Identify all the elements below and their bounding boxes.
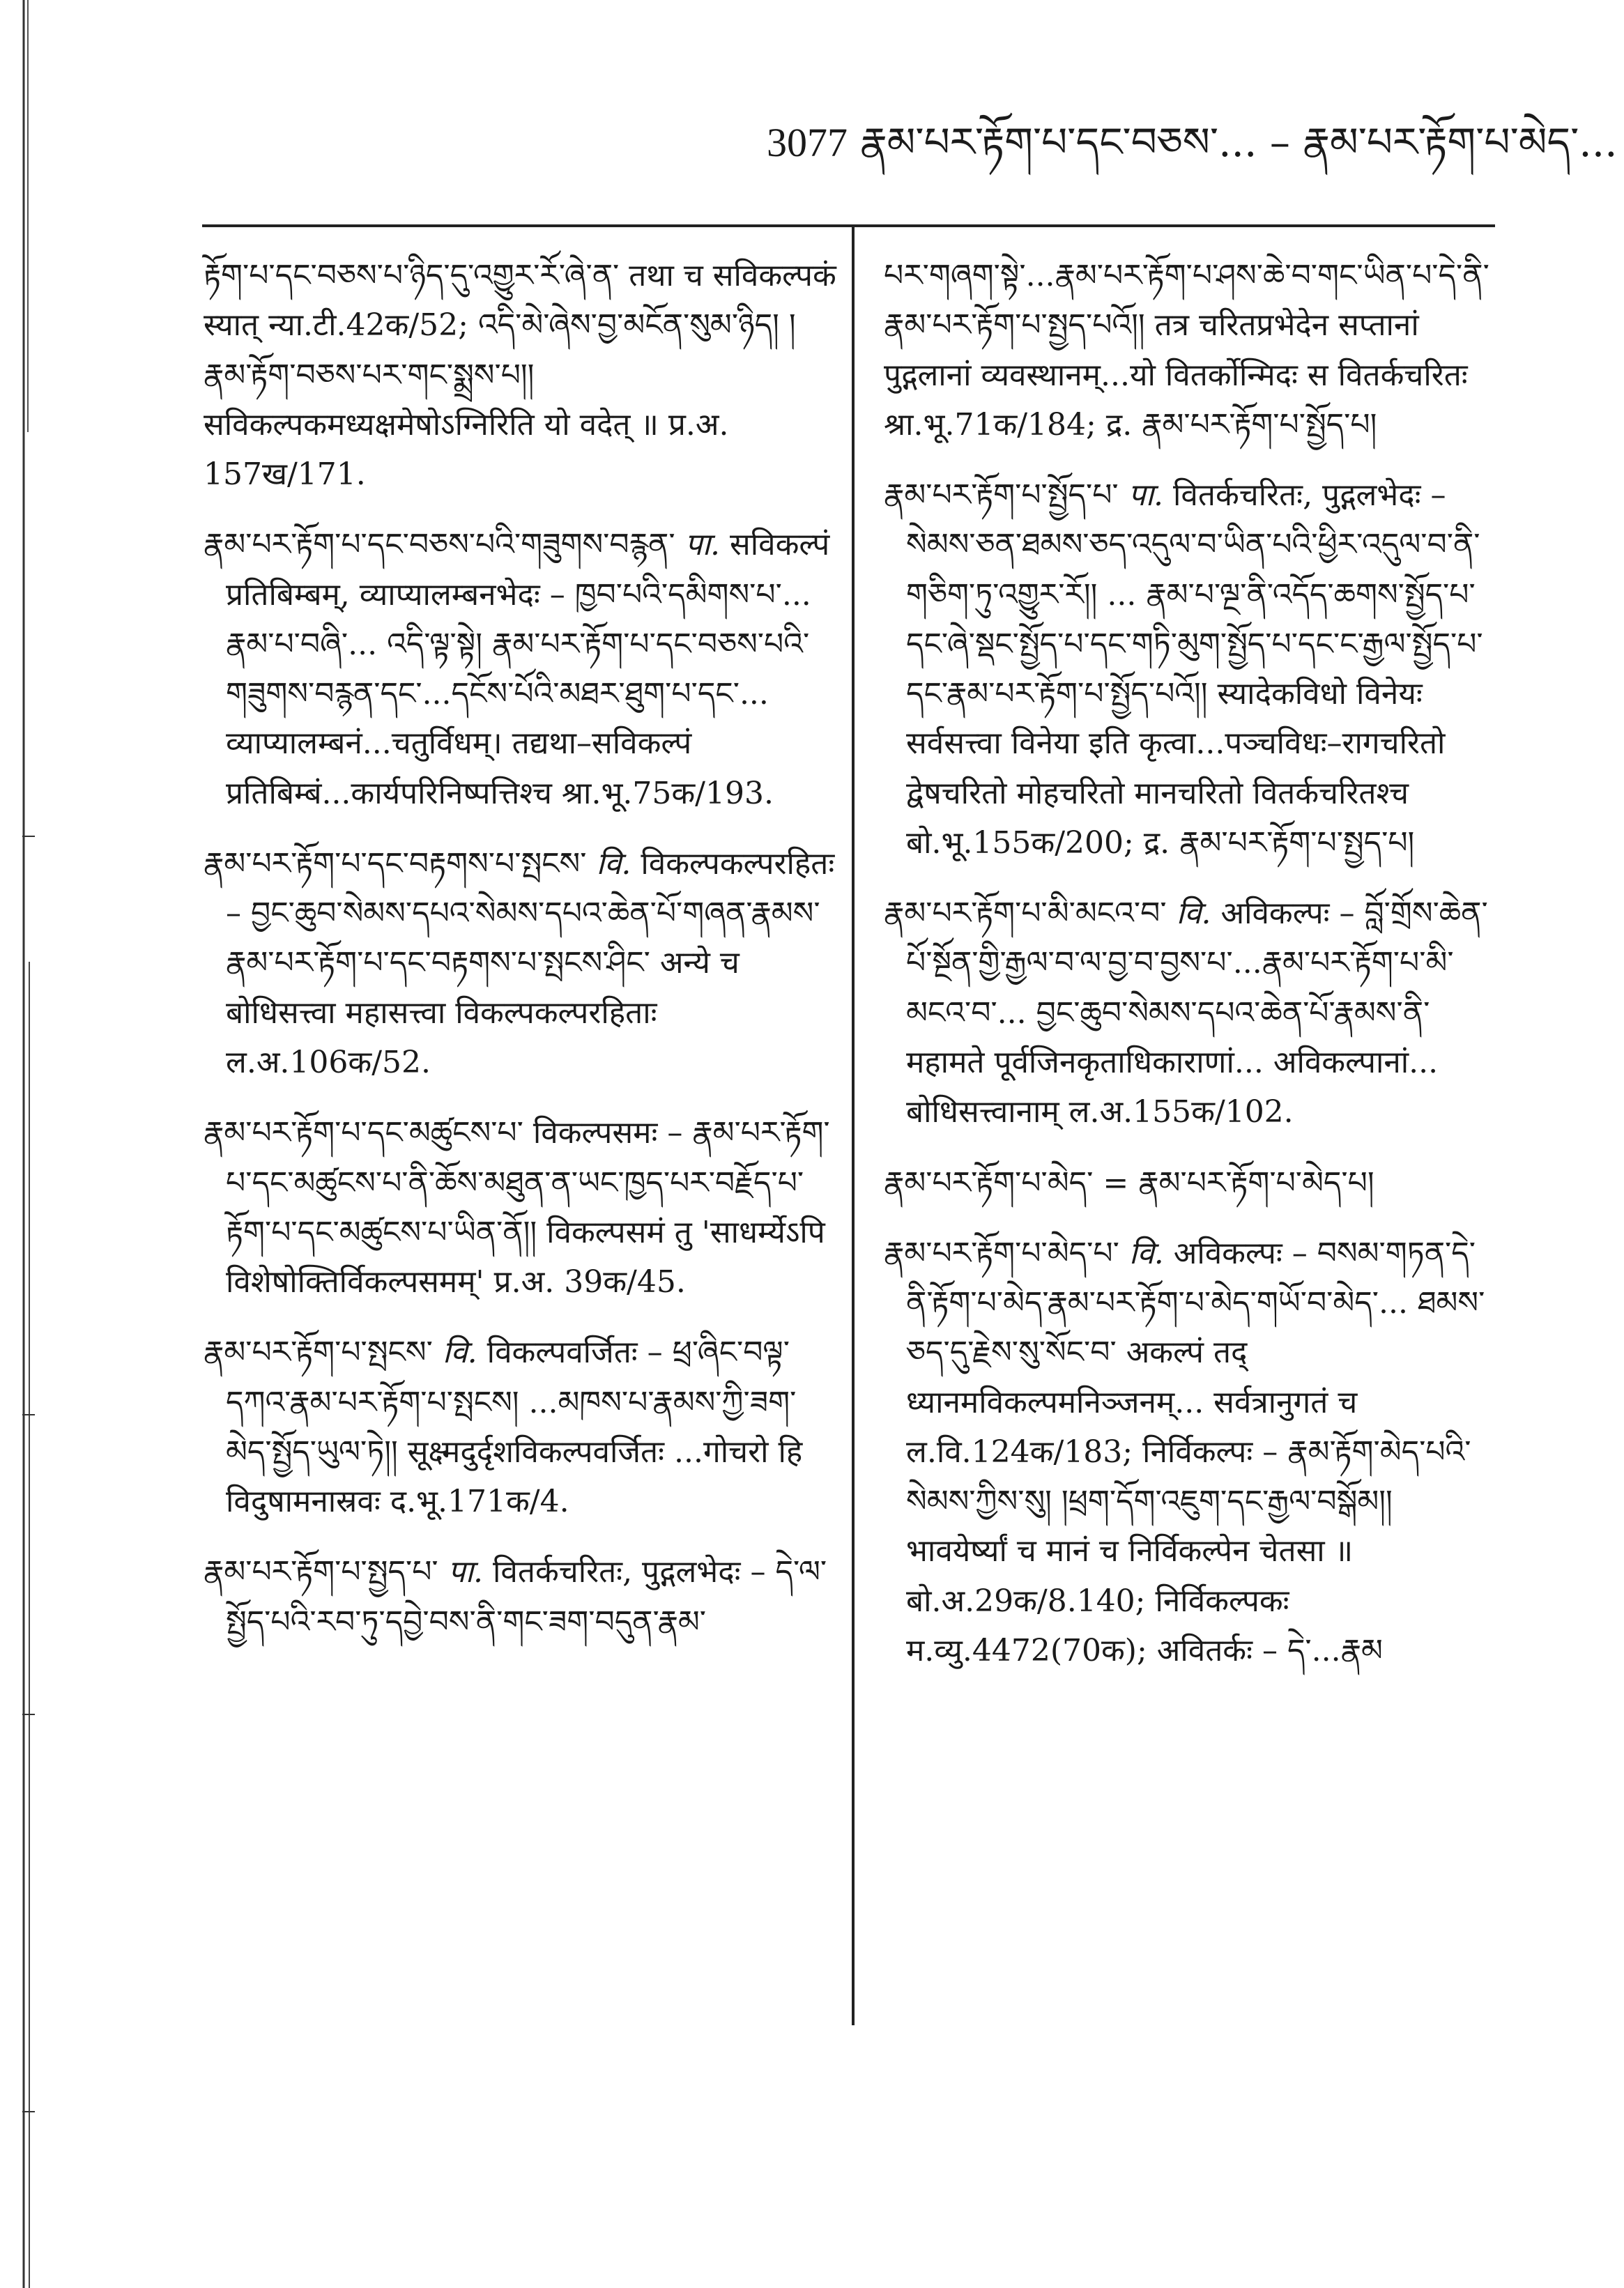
right-column [884,251,1497,1696]
column-divider [852,227,855,2025]
running-header [767,118,1618,167]
entry-headword: རྣམ་པར་རྟོག་པ་དང་བརྟགས་པ་སྤངས་ [204,845,587,882]
entry-headword: རྣམ་པར་རྟོག་པ་སྤྱད་པ་ [204,1554,438,1590]
dictionary-entry [204,1328,838,1526]
entry-text: वितर्कचरितः, पुद्गलभेदः – དེ་ལ་སྤྱོད་པའི་རབ་ཏུ་དབྱེ་བས་ནི་གང་ཟག་བདུན་རྣམ་ [226,1554,827,1640]
entry-pos: वि. [1176,896,1211,932]
entry-text: अविकल्पः – བློ་གྲོས་ཆེན་པོ་སྔོན་གྱི་རྒྱལ་བ་ལ་བྱ་བ་བྱས་པ་...རྣམ་པར་རྟོག་པ་མི་མངའ་བ་... བྱང་ཆུབ་སེམས་དཔའ་ཆེན་པོ་རྣམས་ནི་ महामते पूर्वजिनकृताधिकाराणां... अविकल्पानां... बोधिसत्त्वानाम् ल.अ.155क/102. [906,896,1488,1130]
entry-pos: वि. [1128,1235,1164,1271]
dictionary-entry [204,839,838,1087]
entry-headword: རྣམ་པར་རྟོག་པ་སྤངས་ [204,1335,433,1371]
dictionary-entry [884,251,1497,450]
entry-text: विकल्पवर्जितः – ཕྲ་ཞིང་བལྟ་དཀའ་རྣམ་པར་རྟོག་པ་སྤངས། ...མཁས་པ་རྣམས་ཀྱི་ཟག་མེད་སྤྱོད་ཡུལ་ཏེ།། सूक्ष्मदुर्दृशविकल्पवर्जितः ...गोचरो हि विदुषामनास्रवः द.भू.171क/4. [226,1335,803,1520]
entry-pos: पा. [1128,477,1164,514]
entry-text: वितर्कचरितः, पुद्गलभेदः – སེམས་ཅན་ཐམས་ཅད་འདུལ་བ་ཡིན་པའི་ཕྱིར་འདུལ་བ་ནི་གཅིག་ཏུ་འགྱུར་རོ།། ... རྣམ་པ་ལྔ་ནི་འདོད་ཆགས་སྤྱོད་པ་དང་ཞེ་སྡང་སྤྱོད་པ་དང་གཏི་མུག་སྤྱོད་པ་དང་ང་རྒྱལ་སྤྱོད་པ་དང་རྣམ་པར་རྟོག་པ་སྤྱོད་པའོ།། स्यादेकविधो विनेयः सर्वसत्त्वा विनेया इति कृत्वा...पञ्चविधः–रागचरितो द्वेषचरितो मोहचरितो मानचरितो वितर्कचरितश्च बो.भू.155क/200; द्र. རྣམ་པར་རྟོག་པ་སྤྱད་པ། [906,477,1483,861]
left-column [204,251,838,1668]
header-rule [202,224,1495,227]
entry-headword: རྣམ་པར་རྟོག་པ་སྤྱོད་པ་ [884,477,1119,514]
entry-headword: རྣམ་པར་རྟོག་པ་མི་མངའ་བ་ [884,896,1167,932]
running-head-title: རྣམ་པར་རྟོག་པ་དང་བཅས་... – རྣམ་པར་རྟོག་པ་མེད་... [860,118,1618,166]
entry-text: པར་གཞག་སྟེ་...རྣམ་པར་རྟོག་པ་ཤས་ཆེ་བ་གང་ཡིན་པ་དེ་ནི་རྣམ་པར་རྟོག་པ་སྤྱད་པའོ།། तत्र चरितप्रभेदेन सप्तानां पुद्गलानां व्यवस्थानम्...यो वितर्कोन्मिदः स वितर्कचरितः श्रा.भू.71क/184; द्र. རྣམ་པར་རྟོག་པ་སྤྱོད་པ། [884,258,1489,443]
dictionary-entry [884,1229,1497,1675]
dictionary-entry [204,1108,838,1307]
entry-text: अविकल्पः – བསམ་གཏན་དེ་ནི་རྟོག་པ་མེད་རྣམ་པར་རྟོག་པ་མེད་གཡོ་བ་མེད་... ཐམས་ཅད་དུ་རྗེས་སུ་སོང་བ་ अकल्पं तद् ध्यानमविकल्पमनिञ्जनम्... सर्वत्रानुगतं च ल.वि.124क/183; निर्विकल्पः – རྣམ་རྟོག་མེད་པའི་སེམས་ཀྱིས་སུ། །ཕྲག་དོག་འཇུག་དང་རྒྱལ་བསྒོམ།། भावयेर्ष्यां च मानं च निर्विकल्पेन चेतसा ॥ बो.अ.29क/8.140; निर्विकल्पकः म.व्यु.4472(70क); अवितर्कः – དེ་...རྣམ [906,1235,1485,1668]
entry-headword: རྣམ་པར་རྟོག་པ་དང་བཅས་པའི་གཟུགས་བརྙན་ [204,527,675,563]
dictionary-entry [884,470,1497,868]
dictionary-entry [204,251,838,499]
entry-text: རྟོག་པ་དང་བཅས་པ་ཉིད་དུ་འགྱུར་རོ་ཞེ་ན་ तथा च सविकल्पकं स्यात् न्या.टी.42क/52; འདི་མེ་ཞེས་བྱ་མངོན་སུམ་ཉིད། །རྣམ་རྟོག་བཅས་པར་གང་སྨྲས་པ།། सविकल्पकमध्यक्षमेषोऽग्निरिति यो वदेत् ॥ प्र.अ. 157ख/171. [204,258,836,493]
entry-text: विकल्पसमः – རྣམ་པར་རྟོག་པ་དང་མཚུངས་པ་ནི་ཆོས་མཐུན་ན་ཡང་ཁྱད་པར་བརྗོད་པ་རྟོག་པ་དང་མཚུངས་པ་ཡིན་ནོ།། विकल्पसमं तु 'साधर्म्येऽपि विशेषोक्तिर्विकल्पसमम्' प्र.अ. 39क/45. [226,1115,830,1300]
entry-pos: वि. [442,1335,477,1371]
entry-headword: རྣམ་པར་རྟོག་པ་མེད་ [884,1165,1094,1201]
entry-pos: पा. [684,527,721,563]
page-number: 3077 [767,120,848,165]
dictionary-entry [204,1547,838,1647]
entry-headword: རྣམ་པར་རྟོག་པ་མེད་པ་ [884,1235,1119,1271]
dictionary-entry [884,1158,1497,1208]
scan-binding-edge [20,0,43,2288]
entry-headword: རྣམ་པར་རྟོག་པ་དང་མཚུངས་པ་ [204,1115,523,1151]
entry-text: सविकल्पं प्रतिबिम्बम्, व्याप्यालम्बनभेदः – ཁྱབ་པའི་དམིགས་པ་... རྣམ་པ་བཞི་... འདི་ལྟ་སྟེ། རྣམ་པར་རྟོག་པ་དང་བཅས་པའི་གཟུགས་བརྙན་དང་...དངོས་པོའི་མཐར་ཐུག་པ་དང་... व्याप्यालम्बनं...चतुर्विधम्। तद्यथा–सविकल्पं प्रतिबिम्बं...कार्यपरिनिष्पत्तिश्च श्रा.भू.75क/193. [226,527,830,811]
entry-pos: वि. [596,845,631,882]
dictionary-entry [884,889,1497,1137]
dictionary-entry [204,520,838,818]
entry-pos: पा. [447,1554,484,1590]
entry-text: = རྣམ་པར་རྟོག་པ་མེད་པ། [1103,1165,1374,1201]
entry-text: विकल्पकल्परहितः – བྱང་ཆུབ་སེམས་དཔའ་སེམས་དཔའ་ཆེན་པོ་གཞན་རྣམས་རྣམ་པར་རྟོག་པ་དང་བརྟགས་པ་སྤངས་ཤིང་ अन्ये च बोधिसत्त्वा महासत्त्वा विकल्पकल्परहिताः ल.अ.106क/52. [226,845,835,1080]
